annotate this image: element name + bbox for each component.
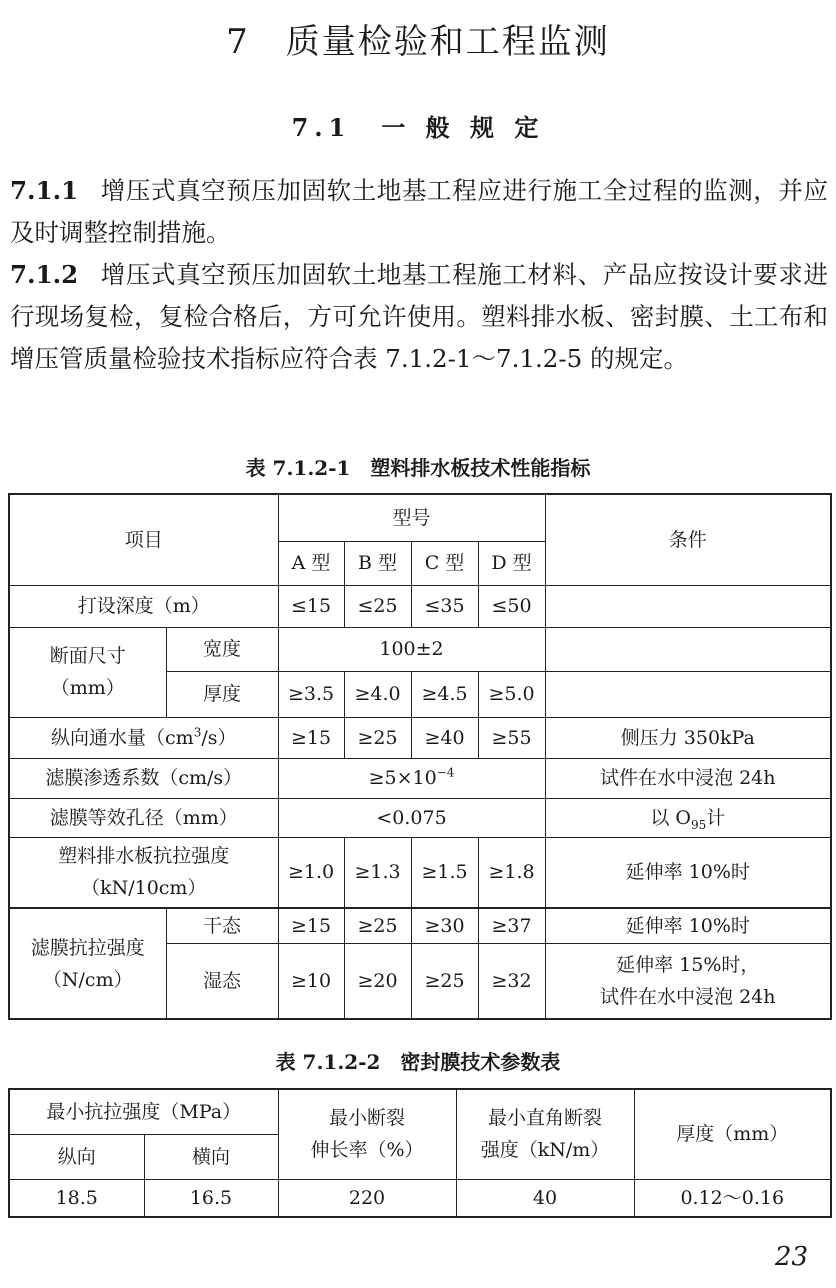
header-min-tensile: 最小抗拉强度（MPa） — [9, 1089, 278, 1134]
header-line: 伸长率（%） — [310, 1139, 424, 1162]
table-caption: 表 7.1.2-1 塑料排水板技术性能指标 — [245, 456, 591, 480]
cond-text: 计 — [706, 806, 726, 829]
value-sup: −4 — [436, 765, 455, 780]
cell: ≥40 — [411, 717, 478, 758]
cell: 0.12～0.16 — [634, 1179, 831, 1217]
cell: ≤25 — [344, 585, 411, 627]
cell: ≥1.3 — [344, 837, 411, 908]
cond-sub: 95 — [690, 817, 707, 832]
cell — [545, 627, 831, 671]
header-line: 最小直角断裂 — [487, 1107, 602, 1130]
row-label — [9, 627, 166, 717]
row-label — [9, 908, 166, 1019]
cell: ≥1.0 — [278, 837, 344, 908]
sealing-membrane-spec-table — [8, 1088, 832, 1218]
header-tear — [456, 1089, 634, 1179]
header-type: B 型 — [344, 541, 411, 585]
cell: ≥32 — [478, 943, 545, 1019]
cell: 100±2 — [278, 627, 545, 671]
value-text: ≥5×10 — [368, 767, 437, 789]
cell: 试件在水中浸泡 24h — [545, 758, 831, 798]
cell: ≥37 — [478, 908, 545, 943]
label-text: /s） — [201, 726, 237, 749]
sub-label: 湿态 — [166, 943, 278, 1019]
cell: <0.075 — [278, 798, 545, 837]
cell — [278, 758, 545, 798]
header-type: A 型 — [278, 541, 344, 585]
clause-number: 7.1.2 — [10, 260, 79, 289]
cell: 延伸率 10%时 — [545, 837, 831, 908]
row-label: 滤膜等效孔径（mm） — [9, 798, 278, 837]
cell: ≥25 — [411, 943, 478, 1019]
cell — [545, 943, 831, 1019]
cond-text: 以 O — [650, 806, 691, 829]
cell: 40 — [456, 1179, 634, 1217]
header-item: 项目 — [9, 494, 278, 585]
header-condition: 条件 — [545, 494, 831, 585]
cell: ≥5.0 — [478, 671, 545, 717]
header-type: D 型 — [478, 541, 545, 585]
cell: ≥1.5 — [411, 837, 478, 908]
label-line: 滤膜抗拉强度 — [30, 936, 145, 959]
cell: ≥4.5 — [411, 671, 478, 717]
row-label — [9, 837, 278, 908]
cell: ≤50 — [478, 585, 545, 627]
cell: ≥20 — [344, 943, 411, 1019]
cell: ≤35 — [411, 585, 478, 627]
cell: ≥25 — [344, 717, 411, 758]
label-unit: （mm） — [50, 677, 125, 699]
header-transverse: 横向 — [144, 1134, 278, 1179]
header-line: 强度（kN/m） — [480, 1139, 610, 1162]
header-line: 最小断裂 — [328, 1107, 405, 1130]
table-caption: 表 7.1.2-2 密封膜技术参数表 — [275, 1050, 561, 1074]
row-label: 打设深度（m） — [9, 585, 278, 627]
cell: 侧压力 350kPa — [545, 717, 831, 758]
header-type: C 型 — [411, 541, 478, 585]
cell: ≥4.0 — [344, 671, 411, 717]
cell — [545, 798, 831, 837]
label-unit: （kN/10cm） — [81, 877, 207, 900]
clause-text: 增压式真空预压加固软土地基工程应进行施工全过程的监测，并应及时调整控制措施。 — [10, 176, 828, 247]
cell — [545, 585, 831, 627]
row-label: 滤膜渗透系数（cm/s） — [9, 758, 278, 798]
cell: ≥15 — [278, 717, 344, 758]
sub-label: 厚度 — [166, 671, 278, 717]
sub-label: 宽度 — [166, 627, 278, 671]
clause-7-1-2 — [10, 254, 828, 380]
drain-board-spec-table — [8, 493, 832, 1020]
cond-line: 延伸率 15%时， — [616, 953, 760, 976]
cell: ≥25 — [344, 908, 411, 943]
cell: ≥1.8 — [478, 837, 545, 908]
label-text: 纵向通水量（cm — [51, 726, 194, 749]
cond-line: 试件在水中浸泡 24h — [600, 985, 776, 1008]
cell: ≥3.5 — [278, 671, 344, 717]
cell: 220 — [278, 1179, 456, 1217]
cell: ≥30 — [411, 908, 478, 943]
page-number: 23 — [774, 1242, 808, 1272]
clause-7-1-1 — [10, 170, 828, 254]
cell: ≥15 — [278, 908, 344, 943]
cell: 18.5 — [9, 1179, 144, 1217]
sub-label: 干态 — [166, 908, 278, 943]
row-label — [9, 717, 278, 758]
cell: 16.5 — [144, 1179, 278, 1217]
header-elongation — [278, 1089, 456, 1179]
header-thickness: 厚度（mm） — [634, 1089, 831, 1179]
cell: 延伸率 10%时 — [545, 908, 831, 943]
clause-text: 增压式真空预压加固软土地基工程施工材料、产品应按设计要求进行现场复检，复检合格后，方可允许使用。塑料排水板、密封膜、土工布和增压管质量检验技术指标应符合表 7.1.2-1～7.1.2-5 的规定。 — [10, 260, 828, 373]
cell — [545, 671, 831, 717]
cell: ≤15 — [278, 585, 344, 627]
cell: ≥55 — [478, 717, 545, 758]
label-unit: （N/cm） — [42, 968, 133, 991]
section-title: 7.1 一 般 规 定 — [291, 113, 545, 142]
label-sup: 3 — [193, 725, 202, 740]
label-line: 塑料排水板抗拉强度 — [58, 845, 230, 868]
chapter-title: 7 质量检验和工程监测 — [226, 22, 610, 62]
header-model: 型号 — [278, 494, 545, 541]
cell: ≥10 — [278, 943, 344, 1019]
label-line: 断面尺寸 — [49, 645, 126, 667]
header-longitudinal: 纵向 — [9, 1134, 144, 1179]
clause-number: 7.1.1 — [10, 176, 79, 205]
